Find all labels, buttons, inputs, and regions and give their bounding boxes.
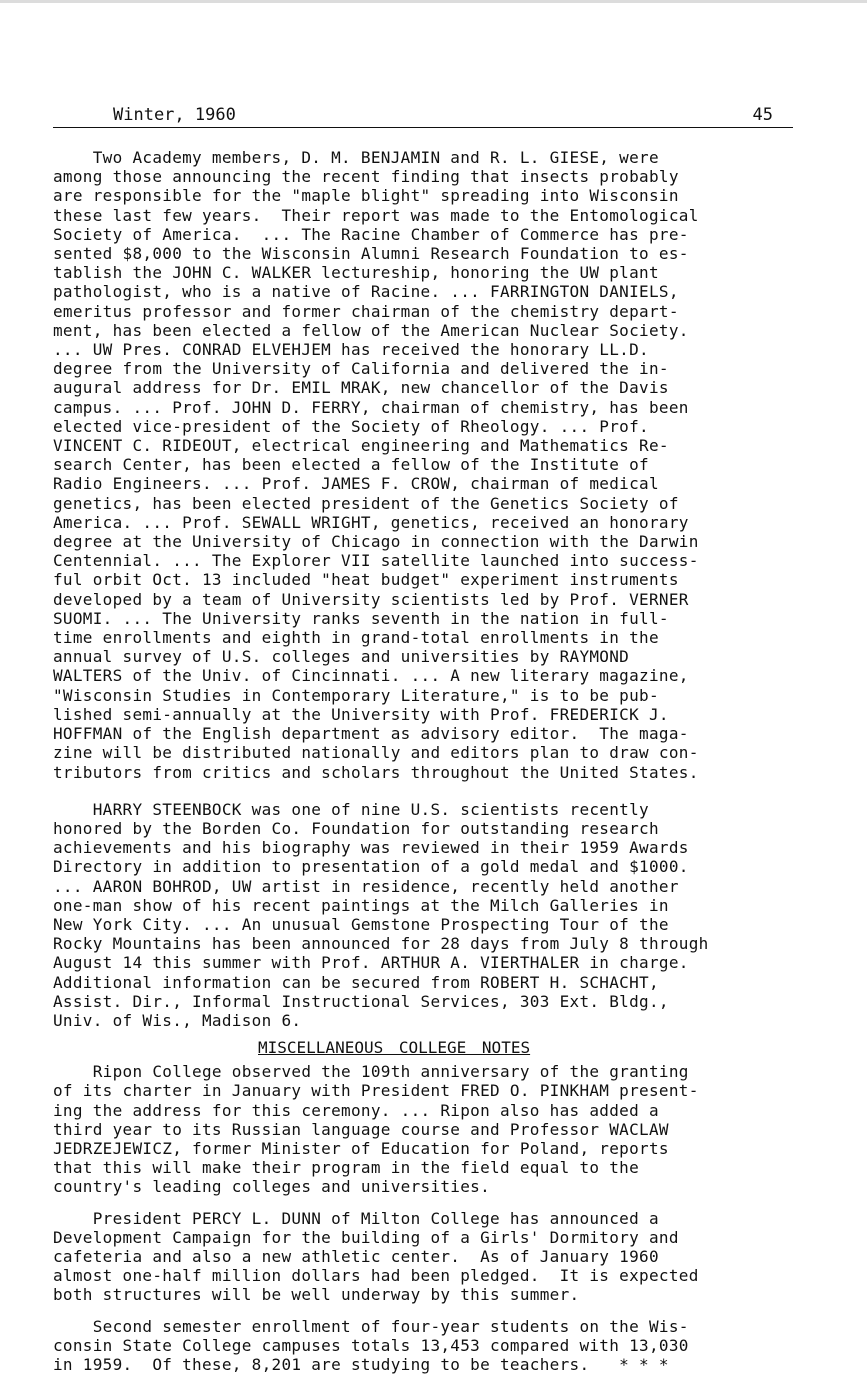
paragraph-state-college-enrollment: Second semester enrollment of four-year students on the Wis- consin State College campuses totals 13,453 compared with 13,030 in 1959. Of these, 8,201 are studying to be teachers. * * * (53, 1316, 689, 1374)
paragraph-steenbock-news: HARRY STEENBOCK was one of nine U.S. scientists recently honored by the Borden Co. Foundation for outstanding research achievements and his biography was reviewed in their 1959 Awards Directory in addition to presentation of a gold medal and $1000. ... AARON BOHROD, UW artist in residence, recently held another one-man show of his recent paintings at the Milch Galleries in New York City. ... An unusual Gemstone Prospecting Tour of the Rocky Mountains has been announced for 28 days from July 8 through August 14 this summer with Prof. ARTHUR A. VIERTHALER in charge. Additional information can be secured from ROBERT H. SCHACHT, Assist. Dir., Informal Instructional Services, 303 Ext. Bldg., Univ. of Wis., Madison 6. (53, 799, 709, 1030)
article-body (53, 148, 813, 1374)
paragraph-academy-news: Two Academy members, D. M. BENJAMIN and R. L. GIESE, were among those announcing the recent finding that insects probably are responsible for the "maple blight" spreading into Wisconsin these last few years. Their report was made to the Entomological Society of America. ... The Racine Chamber of Commerce has pre- sented $8,000 to the Wisconsin Alumni Research Foundation to es- tablish the JOHN C. WALKER lectureship, honoring the UW plant pathologist, who is a native of Racine. ... FARRINGTON DANIELS, emeritus professor and former chairman of the chemistry depart- ment, has been elected a fellow of the American Nuclear Society. ... UW Pres. CONRAD ELVEHJEM has received the honorary LL.D. degree from the University of California and delivered the in- augural address for Dr. EMIL MRAK, new chancellor of the Davis campus. ... Prof. JOHN D. FERRY, chairman of chemistry, has been elected vice-president of the Society of Rheology. ... Prof. VINCENT C. RIDEOUT, electrical engineering and Mathematics Re- search Center, has been elected a fellow of the Institute of Radio Engineers. ... Prof. JAMES F. CROW, chairman of medical genetics, has been elected president of the Genetics Society of America. ... Prof. SEWALL WRIGHT, genetics, received an honorary degree at the University of Chicago in connection with the Darwin Centennial. ... The Explorer VII satellite launched into success- ful orbit Oct. 13 included "heat budget" experiment instruments developed by a team of University scientists led by Prof. VERNER SUOMI. ... The University ranks seventh in the nation in full- time enrollments and eighth in grand-total enrollments in the annual survey of U.S. colleges and universities by RAYMOND WALTERS of the Univ. of Cincinnati. ... A new literary magazine, "Wisconsin Studies in Contemporary Literature," is to be pub- lished semi-annually at the University with Prof. FREDERICK J. HOFFMAN of the English department as advisory editor. The maga- zine will be distributed nationally and editors plan to draw con- tributors from critics and scholars throughout the United States. (53, 148, 699, 782)
header-rule (53, 127, 793, 128)
paragraph-milton-college: President PERCY L. DUNN of Milton College has announced a Development Campaign for the building of a Girls' Dormitory and cafeteria and also a new athletic center. As of January 1960 almost one-half million dollars had been pledged. It is expected both structures will be well underway by this summer. (53, 1208, 699, 1305)
paragraph-ripon-college: Ripon College observed the 109th anniversary of the granting of its charter in January with President FRED O. PINKHAM present- ing the address for this ceremony. ... Ripon also has added a third year to its Russian language course and Professor WACLAW JEDRZEJEWICZ, former Minister of Education for Poland, reports that this will make their program in the field equal to the country's leading colleges and universities. (53, 1062, 699, 1197)
issue-date: Winter, 1960 (113, 105, 236, 125)
section-heading: MISCELLANEOUS COLLEGE NOTES (258, 1038, 531, 1058)
page-top-edge (0, 0, 867, 3)
page-number: 45 (752, 105, 773, 125)
running-header (53, 105, 793, 127)
